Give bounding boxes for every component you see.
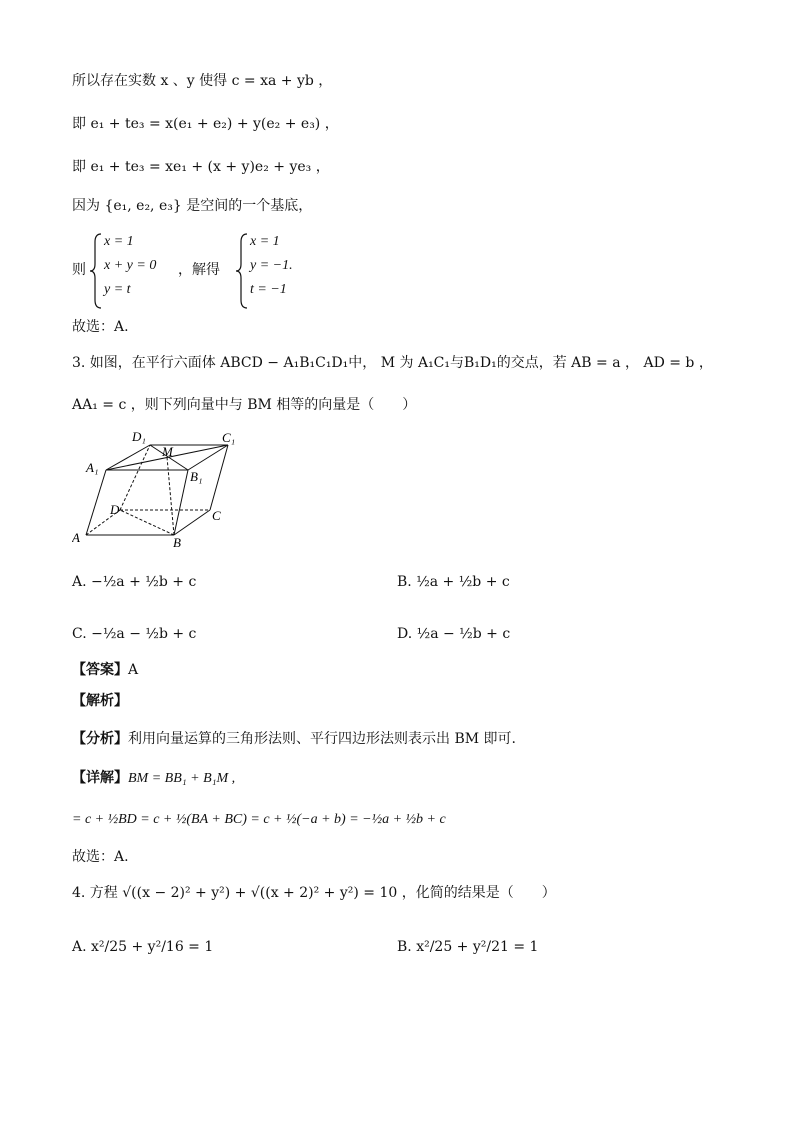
text-line-3: 即 e₁ + te₃ = xe₁ + (x + y)e₂ + ye₃ ， [72, 159, 330, 175]
detail-text: BM = BB₁ + B₁M , [128, 771, 236, 786]
text-line-4: 因为 {e₁, e₂, e₃} 是空间的一个基底， [72, 198, 313, 214]
fenxi-line [72, 728, 516, 750]
label-C: C [212, 508, 221, 523]
choose-line-2: 故选：A. [72, 849, 129, 865]
question-3-line-1: 3. 如图，在平行六面体 ABCD − A₁B₁C₁D₁中， M 为 A₁C₁与B₁D₁的交点，若 AB = a ， AD = b ， [72, 355, 713, 371]
fenxi-label: 【分析】 [72, 731, 128, 747]
option-c: C. −½a − ½b + c [72, 626, 197, 642]
system-2-row: t = −1 [250, 282, 287, 297]
answer-line [72, 659, 138, 681]
answer-value: A [128, 662, 139, 678]
calculation-line: = c + ½BD = c + ½(BA + BC) = c + ½(−a + b) = −½a + ½b + c [72, 812, 446, 827]
detail-line [72, 767, 235, 790]
system-1-row: x + y = 0 [104, 258, 157, 273]
parallelepiped-figure [72, 428, 252, 553]
option-d: D. ½a − ½b + c [397, 626, 511, 642]
solve-label: ，解得 [178, 262, 220, 278]
choose-line-1: 故选：A. [72, 319, 129, 335]
label-M: M [162, 444, 173, 459]
system-1-row: y = t [104, 282, 131, 297]
system-2-row: x = 1 [250, 234, 280, 249]
label-B: B [173, 535, 181, 550]
left-brace-2 [235, 232, 249, 310]
option-4-a: A. x²/25 + y²/16 = 1 [72, 939, 214, 955]
question-3-line-2: AA₁ = c ，则下列向量中与 BM 相等的向量是（ ） [72, 397, 417, 413]
text-line-2: 即 e₁ + te₃ = x(e₁ + e₂) + y(e₂ + e₃) ， [72, 116, 339, 132]
then-label: 则 [72, 262, 86, 278]
analysis-label: 【解析】 [72, 693, 128, 709]
system-1-row: x = 1 [104, 234, 134, 249]
question-4-line: 4. 方程 √((x − 2)² + y²) + √((x + 2)² + y²) = 10 ，化简的结果是（ ） [72, 885, 556, 901]
label-D: D [110, 502, 120, 517]
label-D1: D₁ [132, 429, 146, 444]
system-1 [104, 230, 156, 302]
system-2 [250, 230, 293, 302]
label-A: A [72, 530, 80, 545]
analysis-line [72, 690, 128, 712]
left-brace-1 [89, 232, 103, 310]
equation-systems [72, 230, 392, 310]
option-b: B. ½a + ½b + c [397, 574, 510, 590]
option-4-b: B. x²/25 + y²/21 = 1 [397, 939, 539, 955]
answer-label: 【答案】 [72, 662, 128, 678]
label-B1: B₁ [190, 469, 203, 484]
text-line-1: 所以存在实数 x 、y 使得 c = xa + yb ， [72, 73, 333, 89]
label-A1: A₁ [86, 460, 99, 475]
option-a: A. −½a + ½b + c [72, 574, 197, 590]
detail-label: 【详解】 [72, 770, 128, 786]
fenxi-text: 利用向量运算的三角形法则、平行四边形法则表示出 BM 即可. [128, 731, 516, 747]
system-2-row: y = −1. [250, 258, 293, 273]
label-C1: C₁ [222, 430, 236, 445]
